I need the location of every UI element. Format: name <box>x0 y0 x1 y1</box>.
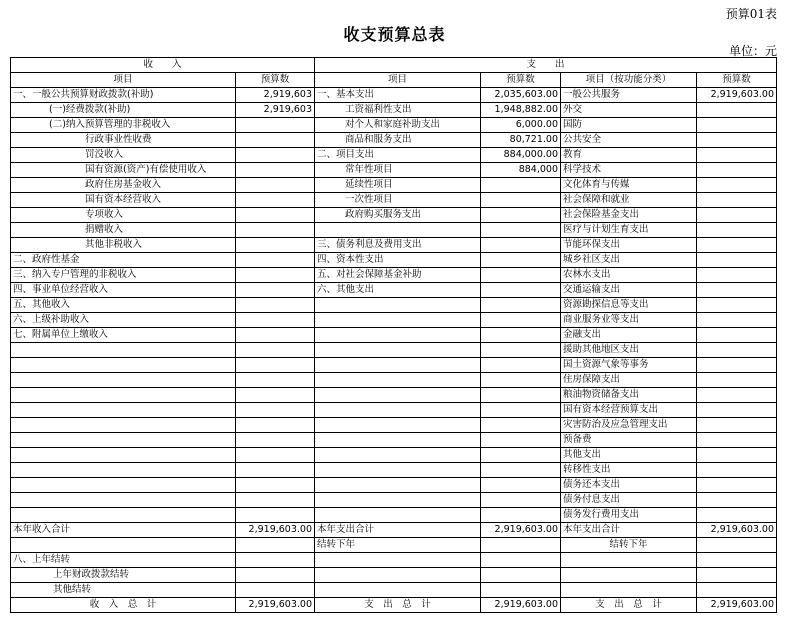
func-amount <box>697 373 777 388</box>
col-income-item: 项目 <box>11 73 236 88</box>
income-amount <box>236 223 315 238</box>
func-item: 科学技术 <box>561 163 697 178</box>
func-item: 援助其他地区支出 <box>561 343 697 358</box>
expense-amount <box>481 493 561 508</box>
income-total-label: 收 入 总 计 <box>11 598 236 613</box>
income-amount <box>236 148 315 163</box>
income-amount <box>236 253 315 268</box>
expense-item: 二、项目支出 <box>315 148 481 163</box>
expense-item: 六、其他支出 <box>315 283 481 298</box>
table-row <box>11 118 777 133</box>
func-item: 公共安全 <box>561 133 697 148</box>
func-amount <box>697 118 777 133</box>
func-item: 文化体育与传媒 <box>561 178 697 193</box>
income-item: 七、附属单位上缴收入 <box>11 328 236 343</box>
income-amount: 2,919,603 <box>236 103 315 118</box>
func-amount <box>697 388 777 403</box>
prior-fiscal-label: 上年财政拨款结转 <box>11 568 236 583</box>
func-amount <box>697 193 777 208</box>
func-item: 债务还本支出 <box>561 478 697 493</box>
income-amount <box>236 133 315 148</box>
func-item: 医疗与计划生育支出 <box>561 223 697 238</box>
year-expense-amount: 2,919,603.00 <box>481 523 561 538</box>
expense-item <box>315 478 481 493</box>
column-header-row <box>11 73 777 88</box>
year-expense-func-amount: 2,919,603.00 <box>697 523 777 538</box>
expense-amount <box>481 193 561 208</box>
carry-next-label: 结转下年 <box>315 538 481 553</box>
unit-label: 单位：元 <box>728 44 777 58</box>
expense-amount <box>481 508 561 523</box>
expense-amount <box>481 403 561 418</box>
table-row <box>11 478 777 493</box>
expense-item <box>315 328 481 343</box>
func-amount <box>697 358 777 373</box>
func-amount <box>697 253 777 268</box>
income-item: 行政事业性收费 <box>11 133 236 148</box>
expense-item <box>315 343 481 358</box>
income-amount <box>236 448 315 463</box>
income-item: 罚没收入 <box>11 148 236 163</box>
func-item: 一般公共服务 <box>561 88 697 103</box>
func-amount <box>697 148 777 163</box>
income-item <box>11 448 236 463</box>
form-number: 预算01表 <box>725 7 777 21</box>
expense-amount <box>481 313 561 328</box>
prior-carry-row <box>11 553 777 568</box>
func-item: 社会保险基金支出 <box>561 208 697 223</box>
func-item: 城乡社区支出 <box>561 253 697 268</box>
col-expense-budget: 预算数 <box>481 73 561 88</box>
income-item: 六、上级补助收入 <box>11 313 236 328</box>
expense-amount <box>481 268 561 283</box>
carry-next-row <box>11 538 777 553</box>
budget-table <box>10 57 777 613</box>
income-amount <box>236 343 315 358</box>
table-row <box>11 373 777 388</box>
income-amount <box>236 118 315 133</box>
func-item: 金融支出 <box>561 328 697 343</box>
income-amount <box>236 463 315 478</box>
func-item: 住房保障支出 <box>561 373 697 388</box>
table-row <box>11 343 777 358</box>
func-amount <box>697 223 777 238</box>
income-amount <box>236 478 315 493</box>
func-item: 国有资本经营预算支出 <box>561 403 697 418</box>
expense-item <box>315 418 481 433</box>
expense-amount <box>481 343 561 358</box>
table-row <box>11 133 777 148</box>
func-item: 社会保障和就业 <box>561 193 697 208</box>
income-item <box>11 403 236 418</box>
expense-item: 一次性项目 <box>315 193 481 208</box>
expense-amount <box>481 373 561 388</box>
table-row <box>11 208 777 223</box>
expense-item: 一、基本支出 <box>315 88 481 103</box>
income-item: 五、其他收入 <box>11 298 236 313</box>
table-row <box>11 238 777 253</box>
expense-item: 三、债务利息及费用支出 <box>315 238 481 253</box>
func-item: 粮油物资储备支出 <box>561 388 697 403</box>
func-amount <box>697 298 777 313</box>
expense-amount <box>481 238 561 253</box>
prior-fiscal-row <box>11 568 777 583</box>
expense-amount <box>481 433 561 448</box>
income-item: 国有资本经营收入 <box>11 193 236 208</box>
func-amount <box>697 163 777 178</box>
expense-amount <box>481 448 561 463</box>
col-expense-item: 项目 <box>315 73 481 88</box>
func-item: 国防 <box>561 118 697 133</box>
table-row <box>11 163 777 178</box>
income-amount <box>236 283 315 298</box>
table-row <box>11 88 777 103</box>
income-item: 三、纳入专户管理的非税收入 <box>11 268 236 283</box>
table-row <box>11 448 777 463</box>
expense-amount: 6,000.00 <box>481 118 561 133</box>
grand-total-row <box>11 598 777 613</box>
income-amount <box>236 433 315 448</box>
income-amount <box>236 313 315 328</box>
income-amount <box>236 328 315 343</box>
section-header-row <box>11 58 777 73</box>
expense-amount: 884,000 <box>481 163 561 178</box>
func-amount <box>697 403 777 418</box>
year-income-amount: 2,919,603.00 <box>236 523 315 538</box>
income-item <box>11 358 236 373</box>
expense-item <box>315 373 481 388</box>
income-item: 一、一般公共预算财政拨款(补助) <box>11 88 236 103</box>
income-amount <box>236 178 315 193</box>
expense-item: 延续性项目 <box>315 178 481 193</box>
expense-amount: 80,721.00 <box>481 133 561 148</box>
income-amount <box>236 298 315 313</box>
col-income-budget: 预算数 <box>236 73 315 88</box>
table-row <box>11 148 777 163</box>
income-amount <box>236 208 315 223</box>
table-row <box>11 253 777 268</box>
year-expense-label: 本年支出合计 <box>315 523 481 538</box>
table-row <box>11 418 777 433</box>
income-item <box>11 388 236 403</box>
func-item: 预备费 <box>561 433 697 448</box>
table-row <box>11 298 777 313</box>
table-row <box>11 178 777 193</box>
page-title: 收支预算总表 <box>343 25 446 44</box>
prior-other-row <box>11 583 777 598</box>
func-amount <box>697 208 777 223</box>
income-amount <box>236 268 315 283</box>
income-amount <box>236 418 315 433</box>
income-amount <box>236 493 315 508</box>
func-amount <box>697 418 777 433</box>
income-amount <box>236 373 315 388</box>
table-row <box>11 328 777 343</box>
expense-total-func-amount: 2,919,603.00 <box>697 598 777 613</box>
col-func-budget: 预算数 <box>697 73 777 88</box>
income-item: 四、事业单位经营收入 <box>11 283 236 298</box>
func-amount <box>697 508 777 523</box>
func-amount <box>697 328 777 343</box>
expense-item <box>315 448 481 463</box>
income-item: (一)经费拨款(补助) <box>11 103 236 118</box>
func-item: 教育 <box>561 148 697 163</box>
expense-total-label: 支 出 总 计 <box>315 598 481 613</box>
expense-item: 工资福利性支出 <box>315 103 481 118</box>
func-amount <box>697 343 777 358</box>
func-amount <box>697 433 777 448</box>
expense-amount <box>481 418 561 433</box>
table-row <box>11 433 777 448</box>
expense-amount <box>481 298 561 313</box>
income-item: 二、政府性基金 <box>11 253 236 268</box>
expense-item: 四、资本性支出 <box>315 253 481 268</box>
table-row <box>11 313 777 328</box>
expense-amount <box>481 178 561 193</box>
income-item <box>11 343 236 358</box>
expense-item <box>315 493 481 508</box>
expense-item <box>315 358 481 373</box>
table-row <box>11 268 777 283</box>
expense-total-func-label: 支 出 总 计 <box>561 598 697 613</box>
expense-item <box>315 298 481 313</box>
income-item <box>11 433 236 448</box>
func-item: 交通运输支出 <box>561 283 697 298</box>
year-expense-func-label: 本年支出合计 <box>561 523 697 538</box>
income-amount: 2,919,603 <box>236 88 315 103</box>
income-item <box>11 508 236 523</box>
income-section-header: 收 入 <box>11 58 315 73</box>
expense-amount <box>481 253 561 268</box>
income-amount <box>236 163 315 178</box>
expense-item: 常年性项目 <box>315 163 481 178</box>
income-amount <box>236 403 315 418</box>
expense-amount <box>481 223 561 238</box>
expense-amount: 2,035,603.00 <box>481 88 561 103</box>
income-item: (二)纳入预算管理的非税收入 <box>11 118 236 133</box>
expense-item: 政府购买服务支出 <box>315 208 481 223</box>
func-item: 外交 <box>561 103 697 118</box>
expense-amount <box>481 388 561 403</box>
expense-amount <box>481 283 561 298</box>
expense-section-header: 支 出 <box>315 58 777 73</box>
expense-item: 对个人和家庭补助支出 <box>315 118 481 133</box>
income-item <box>11 478 236 493</box>
table-row <box>11 103 777 118</box>
income-item <box>11 493 236 508</box>
func-item: 节能环保支出 <box>561 238 697 253</box>
prior-other-label: 其他结转 <box>11 583 236 598</box>
year-total-row <box>11 523 777 538</box>
income-item <box>11 463 236 478</box>
func-amount: 2,919,603.00 <box>697 88 777 103</box>
table-row <box>11 223 777 238</box>
expense-item <box>315 313 481 328</box>
expense-item <box>315 433 481 448</box>
func-amount <box>697 478 777 493</box>
expense-item <box>315 463 481 478</box>
table-row <box>11 283 777 298</box>
income-item: 捐赠收入 <box>11 223 236 238</box>
income-item: 政府住房基金收入 <box>11 178 236 193</box>
func-item: 农林水支出 <box>561 268 697 283</box>
table-row <box>11 388 777 403</box>
income-item <box>11 373 236 388</box>
func-amount <box>697 463 777 478</box>
table-row <box>11 463 777 478</box>
expense-amount: 1,948,882.00 <box>481 103 561 118</box>
func-item: 其他支出 <box>561 448 697 463</box>
table-row <box>11 493 777 508</box>
func-amount <box>697 103 777 118</box>
prior-carry-label: 八、上年结转 <box>11 553 236 568</box>
func-item: 商业服务业等支出 <box>561 313 697 328</box>
expense-item <box>315 223 481 238</box>
func-item: 债务发行费用支出 <box>561 508 697 523</box>
expense-amount <box>481 478 561 493</box>
carry-next-func-label: 结转下年 <box>561 538 697 553</box>
func-amount <box>697 238 777 253</box>
expense-amount <box>481 358 561 373</box>
func-amount <box>697 313 777 328</box>
income-amount <box>236 193 315 208</box>
func-amount <box>697 448 777 463</box>
func-item: 国土资源气象等事务 <box>561 358 697 373</box>
expense-amount <box>481 463 561 478</box>
func-amount <box>697 178 777 193</box>
income-amount <box>236 388 315 403</box>
year-income-label: 本年收入合计 <box>11 523 236 538</box>
income-amount <box>236 508 315 523</box>
col-func-item: 项目（按功能分类） <box>561 73 697 88</box>
expense-amount <box>481 328 561 343</box>
func-item: 灾害防治及应急管理支出 <box>561 418 697 433</box>
func-amount <box>697 283 777 298</box>
table-row <box>11 358 777 373</box>
income-item: 其他非税收入 <box>11 238 236 253</box>
expense-item: 五、对社会保障基金补助 <box>315 268 481 283</box>
expense-amount: 884,000.00 <box>481 148 561 163</box>
expense-total-amount: 2,919,603.00 <box>481 598 561 613</box>
func-amount <box>697 493 777 508</box>
income-item: 专项收入 <box>11 208 236 223</box>
func-amount <box>697 133 777 148</box>
table-row <box>11 508 777 523</box>
expense-item <box>315 388 481 403</box>
expense-amount <box>481 208 561 223</box>
income-total-amount: 2,919,603.00 <box>236 598 315 613</box>
income-item <box>11 418 236 433</box>
expense-item: 商品和服务支出 <box>315 133 481 148</box>
income-amount <box>236 238 315 253</box>
func-item: 债务付息支出 <box>561 493 697 508</box>
expense-item <box>315 403 481 418</box>
func-amount <box>697 268 777 283</box>
table-row <box>11 193 777 208</box>
income-item: 国有资源(资产)有偿使用收入 <box>11 163 236 178</box>
income-amount <box>236 358 315 373</box>
func-item: 转移性支出 <box>561 463 697 478</box>
table-row <box>11 403 777 418</box>
func-item: 资源勘探信息等支出 <box>561 298 697 313</box>
expense-item <box>315 508 481 523</box>
